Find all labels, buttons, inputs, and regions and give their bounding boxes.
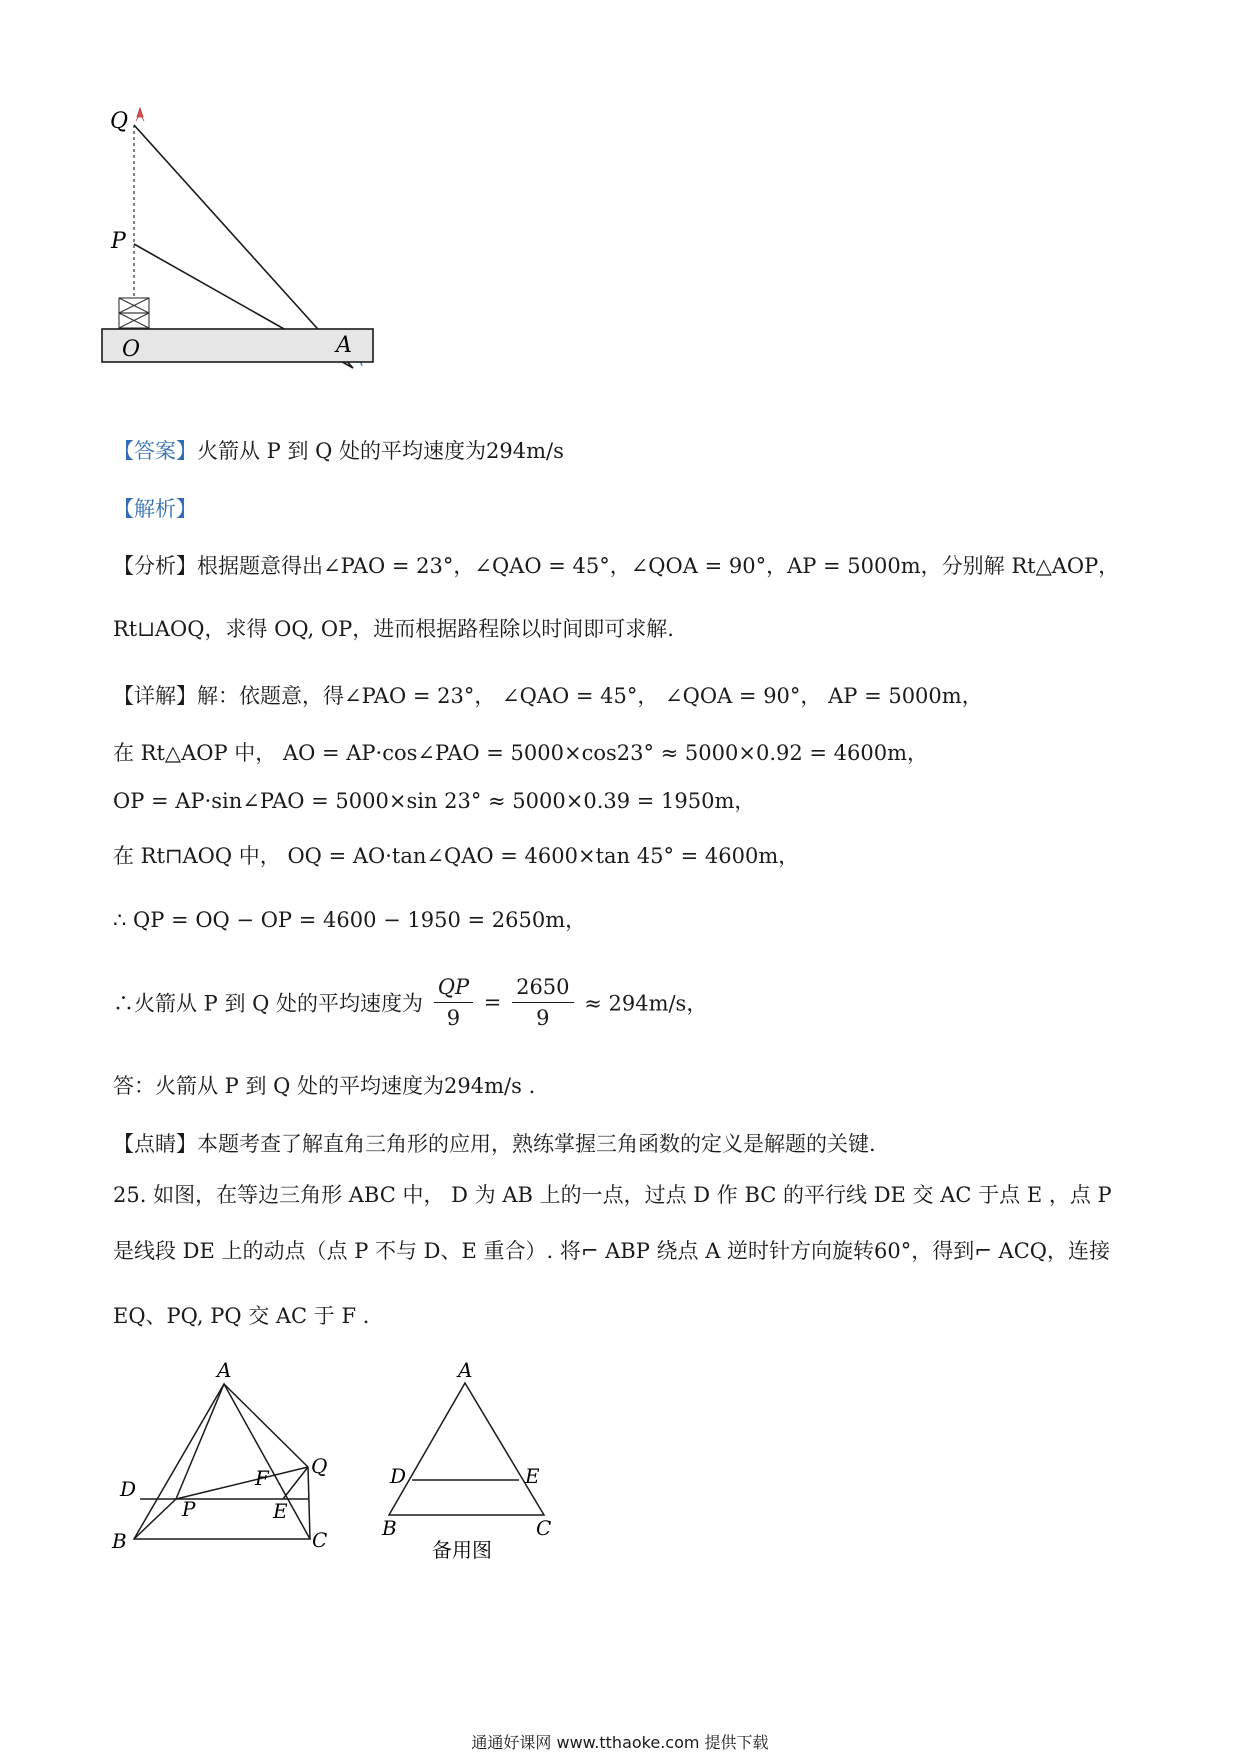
dianjing-text: 本题考查了解直角三角形的应用，熟练掌握三角函数的定义是解题的关键. [197, 1132, 876, 1156]
fig3-label-e: E [525, 1464, 540, 1488]
dianjing-line [113, 1129, 876, 1159]
rocket-diagram [100, 100, 420, 420]
analysis-heading [113, 494, 197, 524]
ground-block [102, 329, 373, 362]
fenxi-tag: 【分析】 [113, 554, 197, 578]
detail-line-6 [113, 972, 707, 1033]
answer-tag: 【答案】 [113, 439, 197, 463]
fig3-label-d: D [390, 1464, 407, 1488]
segment-qc [308, 1467, 310, 1539]
detail-line-1 [113, 681, 983, 711]
answer-line [113, 436, 564, 466]
fenxi-line-1 [113, 551, 1119, 581]
fig2-label-a: A [217, 1358, 232, 1382]
fig2-label-d: D [120, 1477, 137, 1501]
problem25-line-3: EQ、PQ, PQ 交 AC 于 F . [113, 1304, 370, 1328]
fig3-label-c: C [536, 1516, 552, 1540]
label-p: P [111, 229, 126, 254]
detail-6-suffix: ≈ 294m/s， [584, 991, 708, 1016]
page-footer: 通通好课网 www.tthaoke.com 提供下载 [471, 1733, 769, 1752]
label-a: A [336, 333, 352, 358]
detail-6-prefix: ∴火箭从 P 到 Q 处的平均速度为 [113, 991, 424, 1016]
detail-tag: 【详解】 [113, 684, 197, 708]
fig2-label-c: C [312, 1528, 328, 1552]
answer-text: 火箭从 P 到 Q 处的平均速度为294m/s [197, 439, 564, 463]
segment-aq [224, 1384, 308, 1467]
analysis-tag: 【解析】 [113, 497, 197, 521]
equals-sign: = [483, 990, 502, 1015]
detail-line-3: OP = AP·sin∠PAO = 5000×sin 23° ≈ 5000×0.39 = 1950m， [113, 789, 756, 813]
detail-line-2: 在 Rt△AOP 中， AO = AP·cos∠PAO = 5000×cos23° ≈ 5000×0.92 = 4600m， [113, 741, 929, 765]
geometry-figure-main [100, 1355, 360, 1555]
fraction-qp-9 [434, 972, 473, 1033]
geometry-figure-spare [370, 1355, 570, 1565]
frac2-num: 2650 [512, 972, 573, 1003]
spare-triangle-abc [389, 1383, 544, 1515]
detail-line-4: 在 Rt⊓AOQ 中， OQ = AO·tan∠QAO = 4600×tan 45° = 4600m， [113, 844, 800, 868]
problem25-line-2: 是线段 DE 上的动点（点 P 不与 D、E 重合）. 将⌐ ABP 绕点 A 逆时针方向旋转60°，得到⌐ ACQ，连接 [113, 1239, 1110, 1263]
fig3-label-a: A [458, 1358, 473, 1382]
frac2-den: 9 [536, 1006, 550, 1030]
fenxi-text-1: 根据题意得出∠PAO = 23°，∠QAO = 45°，∠QOA = 90°，AP = 5000m，分别解 Rt△AOP， [197, 554, 1120, 578]
label-o: O [122, 337, 141, 362]
segment-bp [134, 1499, 176, 1539]
fig2-label-p: P [182, 1497, 196, 1521]
fig3-label-b: B [382, 1516, 397, 1540]
fig2-label-f: F [255, 1466, 269, 1490]
frac1-den: 9 [446, 1006, 461, 1030]
fig2-label-e: E [273, 1499, 288, 1523]
label-q: Q [110, 109, 129, 134]
detail-line-5: ∴ QP = OQ − OP = 4600 − 1950 = 2650m， [113, 908, 587, 932]
fig2-label-q: Q [311, 1454, 328, 1478]
launch-tower-icon [119, 298, 149, 328]
rocket-icon [136, 108, 144, 121]
fraction-2650-9 [512, 972, 573, 1033]
segment-pq [176, 1467, 308, 1499]
fenxi-line-2: Rt⊔AOQ，求得 OQ, OP，进而根据路程除以时间即可求解. [113, 617, 674, 641]
segment-ap [176, 1384, 224, 1499]
spare-caption: 备用图 [432, 1538, 492, 1562]
fig2-label-b: B [112, 1529, 127, 1553]
detail-line-7: 答：火箭从 P 到 Q 处的平均速度为294m/s . [113, 1074, 536, 1098]
problem25-line-1: 25. 如图，在等边三角形 ABC 中， D 为 AB 上的一点，过点 D 作 BC 的平行线 DE 交 AC 于点 E ，点 P [113, 1183, 1112, 1207]
dianjing-tag: 【点睛】 [113, 1132, 197, 1156]
detail-text-1: 解：依题意，得∠PAO = 23°， ∠QAO = 45°， ∠QOA = 90°， AP = 5000m， [197, 684, 983, 708]
frac1-num: QP [434, 972, 473, 1003]
